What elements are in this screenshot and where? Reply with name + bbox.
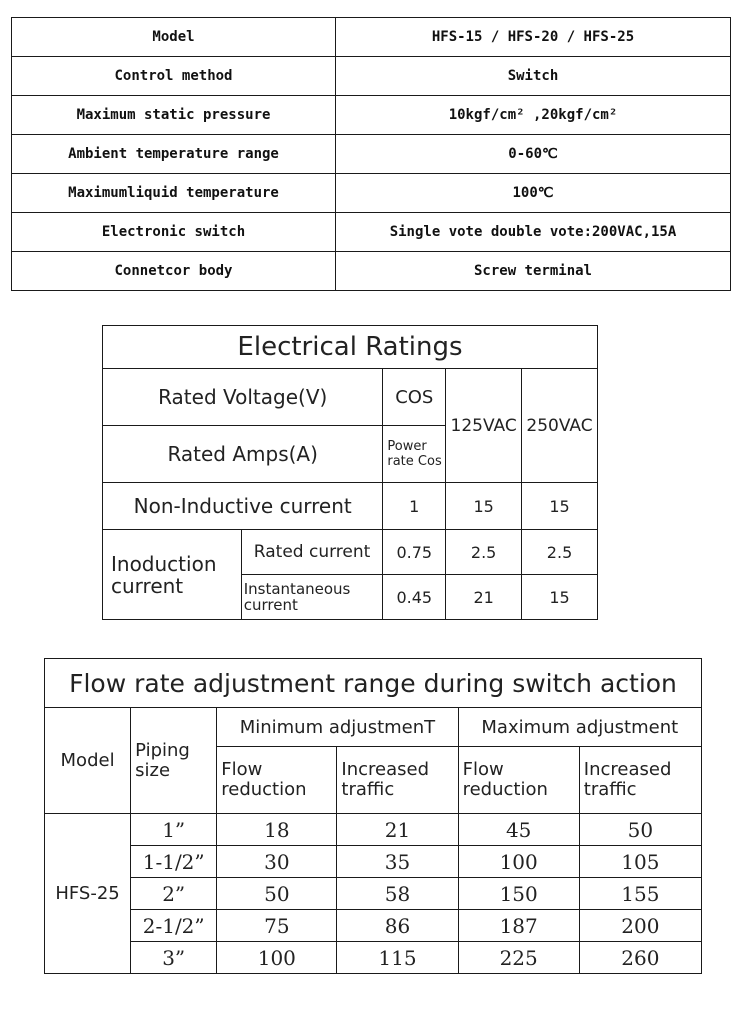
voltage-125-label: 125VAC [446,369,522,483]
spec-value: 0-60℃ [336,135,731,174]
rated-current-125: 2.5 [446,530,522,575]
spec-value: Switch [336,57,731,96]
spec-value: HFS-15 / HFS-20 / HFS-25 [336,18,731,57]
table-row [45,814,702,846]
max-reduction-cell: 225 [458,942,579,974]
spec-key: Electronic switch [12,213,336,252]
max-increase-cell: 50 [579,814,701,846]
min-reduction-cell: 100 [217,942,337,974]
max-reduction-cell: 150 [458,878,579,910]
non-inductive-label: Non-Inductive current [103,483,383,530]
spec-value: 10kgf/cm² ,20kgf/cm² [336,96,731,135]
max-increased-traffic-header: Increased traffic [579,747,701,814]
max-increase-cell: 105 [579,846,701,878]
spec-value: 100℃ [336,174,731,213]
min-reduction-cell: 30 [217,846,337,878]
non-inductive-125: 15 [446,483,522,530]
max-increase-cell: 200 [579,910,701,942]
min-increased-traffic-header: Increased traffic [337,747,458,814]
table-row [103,326,598,369]
table-row [45,659,702,708]
model-header: Model [45,708,131,814]
max-increase-cell: 155 [579,878,701,910]
piping-size-cell: 1” [131,814,217,846]
min-increase-cell: 21 [337,814,458,846]
rated-current-label: Rated current [241,530,383,575]
table-row [45,878,702,910]
spec-table [11,17,731,291]
table-row [12,174,731,213]
max-increase-cell: 260 [579,942,701,974]
min-increase-cell: 35 [337,846,458,878]
instantaneous-current-125: 21 [446,575,522,620]
min-reduction-cell: 18 [217,814,337,846]
spec-value: Single vote double vote:200VAC,15A [336,213,731,252]
table-row [103,483,598,530]
rated-voltage-label: Rated Voltage(V) [103,369,383,426]
max-reduction-cell: 45 [458,814,579,846]
spec-value: Screw terminal [336,252,731,291]
min-increase-cell: 115 [337,942,458,974]
piping-size-header: Piping size [131,708,217,814]
maximum-adjustment-header: Maximum adjustment [458,708,701,747]
table-title: Flow rate adjustment range during switch action [45,659,702,708]
spec-key: Model [12,18,336,57]
table-row [12,57,731,96]
instantaneous-current-label: Instantaneous current [241,575,383,620]
piping-size-cell: 1-1/2” [131,846,217,878]
cos-label: COS [383,369,446,426]
table-row [45,846,702,878]
piping-size-cell: 3” [131,942,217,974]
table-row [12,18,731,57]
min-reduction-cell: 75 [217,910,337,942]
model-cell: HFS-25 [45,814,131,974]
spec-key: Connetcor body [12,252,336,291]
table-row [45,942,702,974]
table-row [45,708,702,747]
spec-key: Maximumliquid temperature [12,174,336,213]
table-row [103,369,598,426]
min-increase-cell: 58 [337,878,458,910]
min-reduction-cell: 50 [217,878,337,910]
piping-size-cell: 2-1/2” [131,910,217,942]
table-row [12,213,731,252]
table-row [12,135,731,174]
instantaneous-current-250: 15 [522,575,598,620]
piping-size-cell: 2” [131,878,217,910]
max-reduction-cell: 100 [458,846,579,878]
table-row [12,252,731,291]
power-rate-cos-label: Power rate Cos [383,426,446,483]
table-title: Electrical Ratings [103,326,598,369]
spec-key: Ambient temperature range [12,135,336,174]
table-row [12,96,731,135]
electrical-ratings-table [102,325,598,620]
rated-current-cos: 0.75 [383,530,446,575]
minimum-adjustment-header: Minimum adjustmenT [217,708,458,747]
spec-key: Control method [12,57,336,96]
min-increase-cell: 86 [337,910,458,942]
non-inductive-cos: 1 [383,483,446,530]
table-row [103,530,598,575]
inoduction-current-label: Inoduction current [103,530,242,620]
min-flow-reduction-header: Flow reduction [217,747,337,814]
flow-rate-table [44,658,702,974]
spec-key: Maximum static pressure [12,96,336,135]
rated-current-250: 2.5 [522,530,598,575]
table-row [45,910,702,942]
instantaneous-current-cos: 0.45 [383,575,446,620]
non-inductive-250: 15 [522,483,598,530]
max-reduction-cell: 187 [458,910,579,942]
voltage-250-label: 250VAC [522,369,598,483]
max-flow-reduction-header: Flow reduction [458,747,579,814]
rated-amps-label: Rated Amps(A) [103,426,383,483]
